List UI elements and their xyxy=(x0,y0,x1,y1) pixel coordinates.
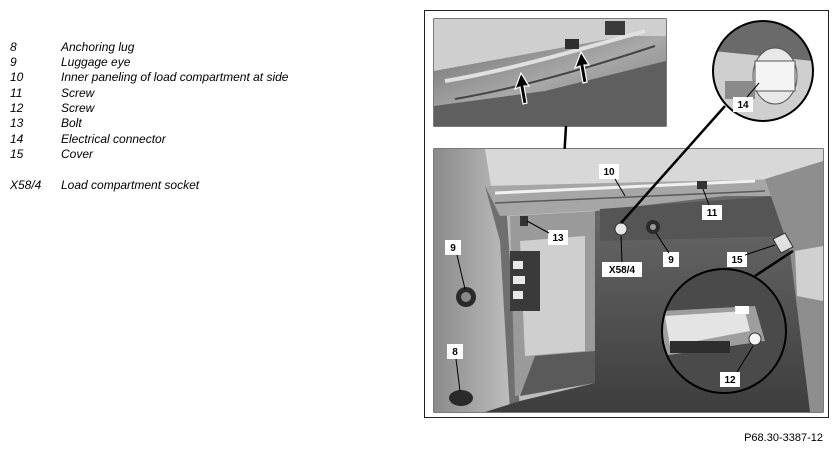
legend-description: Inner paneling of load compartment at side xyxy=(61,70,289,84)
legend-code: 15 xyxy=(10,147,24,161)
legend-code: 12 xyxy=(10,101,24,115)
legend-description: Screw xyxy=(61,101,95,115)
legend-description: Electrical connector xyxy=(61,132,166,146)
legend-code: 8 xyxy=(10,40,17,54)
legend-description: Anchoring lug xyxy=(61,40,135,54)
bolt-icon xyxy=(520,216,528,226)
legend-code: 11 xyxy=(10,86,23,100)
callout-label: 9 xyxy=(668,255,674,266)
callout-label: 8 xyxy=(452,347,458,358)
anchoring-lug-icon xyxy=(449,390,473,406)
legend-code: 10 xyxy=(10,70,24,84)
callout-label: 11 xyxy=(706,208,718,219)
legend-description: Bolt xyxy=(61,116,82,130)
legend-code: 13 xyxy=(10,116,24,130)
screw-icon xyxy=(749,333,761,345)
legend-description: Load compartment socket xyxy=(61,178,200,192)
screw-icon xyxy=(697,181,707,189)
load-compartment-illustration xyxy=(425,11,829,418)
callout-label: X58/4 xyxy=(608,265,636,276)
callout-label: 14 xyxy=(737,100,749,111)
callout-label: 10 xyxy=(603,167,615,178)
legend-code: 9 xyxy=(10,55,17,69)
figure-frame xyxy=(424,10,829,418)
detail-circle-14 xyxy=(713,21,813,121)
legend-description: Luggage eye xyxy=(61,55,131,69)
legend-description: Cover xyxy=(61,147,94,161)
socket-icon xyxy=(615,223,627,235)
legend-code: X58/4 xyxy=(10,178,42,192)
figure-code: P68.30-3387-12 xyxy=(744,432,823,444)
callout-label: 15 xyxy=(731,255,743,266)
detail-inset-top xyxy=(434,19,666,126)
callout-label: 13 xyxy=(552,233,564,244)
callout-label: 9 xyxy=(450,243,456,254)
callout-label: 12 xyxy=(724,375,736,386)
legend-code: 14 xyxy=(10,132,24,146)
legend-description: Screw xyxy=(61,86,95,100)
